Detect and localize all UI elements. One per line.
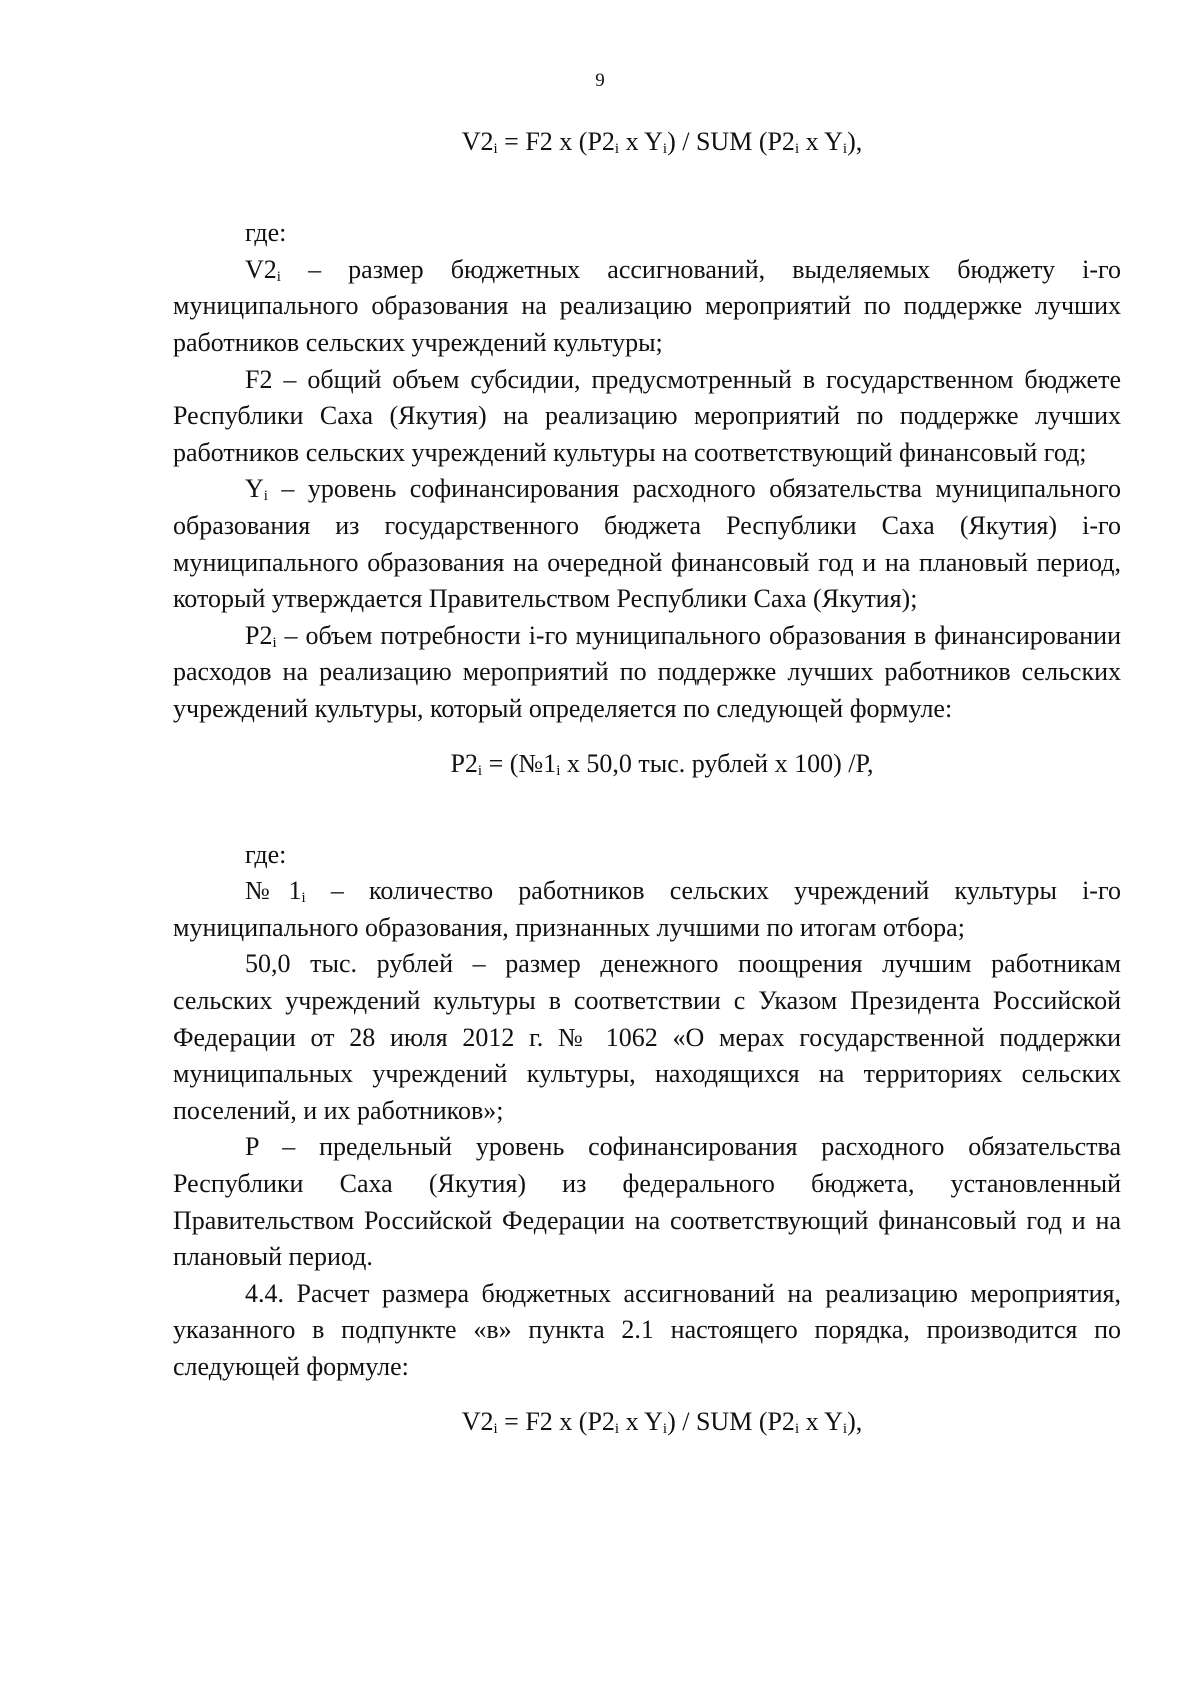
formula-subscript: i [794, 1420, 800, 1437]
formula-subscript: i [493, 141, 498, 157]
formula-text: = F2 x (P2 [497, 1406, 615, 1436]
term-label: P2 [245, 620, 273, 650]
term-label: №1 [245, 876, 302, 906]
spacer [173, 819, 1121, 837]
formula-subscript: i [842, 141, 848, 157]
where-label-1: где: [245, 218, 287, 248]
formula-subscript: i [493, 1420, 498, 1437]
formula-subscript: i [614, 1420, 620, 1437]
definition-v2 [173, 252, 1121, 362]
definition-f2: F2 – общий объем субсидии, предусмотренный в государственном бюджете Республики Саха (Якутия) на реализацию мероприятий по поддержке лучших работников сельских учреждений культуры на соответствующий финансовый год; [173, 364, 1121, 467]
formula-text: x Y [619, 127, 663, 156]
formula-text: ), [847, 127, 863, 156]
spacer [173, 161, 1121, 198]
term-subscript: i [276, 268, 281, 285]
formula-text: x Y [619, 1406, 663, 1436]
spacer [173, 782, 1121, 819]
term-subscript: i [263, 488, 268, 505]
formula-subscript: i [794, 141, 800, 157]
formula-text: V2 [461, 127, 494, 156]
formula-subscript: i [662, 141, 668, 157]
formula-subscript: i [556, 762, 561, 779]
spacer [173, 728, 1121, 746]
formula-v2-second [203, 1404, 1121, 1441]
formula-text: P2 [450, 748, 478, 778]
formula-subscript: i [662, 1420, 668, 1437]
section-4-4: 4.4. Расчет размера бюджетных ассигнований на реализацию мероприятия, указанного в подпункте «в» пункта 2.1 настоящего порядка, производится по следующей формуле: [173, 1278, 1121, 1381]
term-subscript: i [272, 634, 277, 651]
definition-p2 [173, 618, 1121, 728]
formula-text: ) / SUM (P2 [667, 1406, 795, 1436]
formula-text: ) / SUM (P2 [667, 127, 795, 156]
formula-text: = F2 x (P2 [497, 127, 615, 156]
spacer [173, 197, 1121, 215]
formula-p2 [203, 746, 1121, 783]
definition-n1 [173, 873, 1121, 946]
formula-subscript: i [842, 1420, 848, 1437]
definition-y [173, 471, 1121, 617]
page-number: 9 [595, 70, 605, 91]
definition-text: – размер бюджетных ассигнований, выделяемых бюджету i-го муниципального образования на реализацию мероприятий по поддержке лучших работников сельских учреждений культуры; [173, 254, 1121, 357]
term-subscript: i [301, 890, 306, 907]
definition-text: – объем потребности i-го муниципального образования в финансировании расходов на реализацию мероприятий по поддержке лучших работников сельских учреждений культуры, который определяется по следующей формуле: [173, 620, 1121, 723]
where-label-2: где: [245, 839, 287, 869]
formula-subscript: i [614, 141, 620, 157]
document-body [173, 124, 1121, 1440]
formula-text: x Y [799, 1406, 843, 1436]
formula-subscript: i [477, 762, 483, 779]
formula-text: V2 [461, 1406, 494, 1436]
definition-text: – уровень софинансирования расходного обязательства муниципального образования из государственного бюджета Республики Саха (Якутия) i-го муниципального образования на очередной финансовый год и на плановый период, который утверждается Правительством Республики Саха (Якутия); [173, 474, 1121, 614]
formula-text: ), [847, 1406, 863, 1436]
definition-text: – количество работников сельских учреждений культуры i-го муниципального образования, признанных лучшими по итогам отбора; [173, 876, 1121, 942]
formula-text: x 50,0 тыс. рублей x 100) /P, [560, 748, 874, 778]
definition-reward: 50,0 тыс. рублей – размер денежного поощрения лучшим работникам сельских учреждений культуры в соответствии с Указом Президента Российской Федерации от 28 июля 2012 г. № 1062 «О мерах государственной поддержки муниципальных учреждений культуры, находящихся на территориях сельских поселений, и их работников»; [173, 949, 1121, 1125]
formula-text: x Y [799, 127, 843, 156]
definition-p: P – предельный уровень софинансирования расходного обязательства Республики Саха (Якутия) из федерального бюджета, установленный Правительством Российской Федерации на соответствующий финансовый год и на плановый период. [173, 1132, 1121, 1272]
spacer [173, 1386, 1121, 1404]
formula-v2-first [203, 124, 1121, 161]
term-label: V2 [245, 254, 277, 284]
formula-text: = (№1 [482, 748, 557, 778]
term-label: Y [245, 474, 264, 504]
